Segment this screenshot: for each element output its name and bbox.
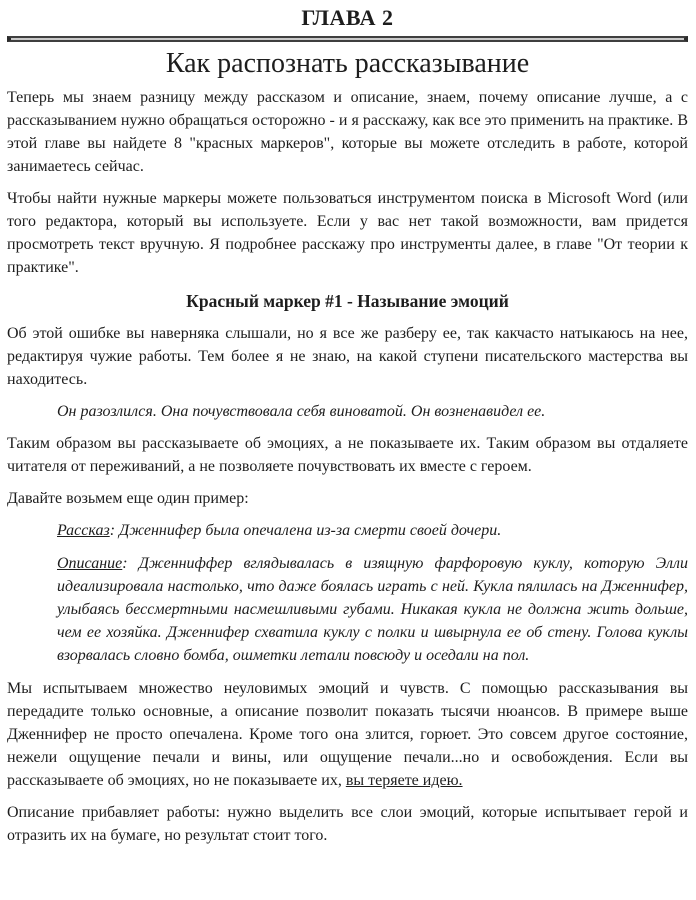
paragraph-telling-emotions: Таким образом вы рассказываете об эмоциях, а не показываете их. Таким образом вы отдаляете читателя от переживаний, а не позволяете почувствовать их вместе с героем.: [7, 435, 688, 476]
tell-label: Рассказ: [57, 522, 110, 540]
show-label: Описание: [57, 555, 123, 573]
nuances-underlined-text: вы теряете идею.: [345, 772, 463, 790]
tell-separator: :: [109, 522, 120, 540]
red-marker-1-heading: Красный маркер #1 - Называние эмоций: [186, 291, 509, 312]
nuances-text: Мы испытываем множество неуловимых эмоций и чувств. С помощью рассказывания вы передадите только основные, а описание позволит показать тысячи нюансов. В примере выше Дженнифер не просто опечалена. Кроме того она злится, горюет. Это совсем другое состояние, нежели ощущение печали и вины, или ощущение печали...но и освобождения. Если вы рассказываете об эмоциях, но не показываете их,: [7, 680, 688, 790]
example-tell: [57, 519, 688, 542]
emotion-naming-example-quote: Он разозлился. Она почувствовала себя виноватой. Он возненавидел ее.: [57, 403, 546, 421]
show-separator: :: [122, 555, 139, 573]
example-show: [57, 552, 688, 667]
paragraph-nuances: [7, 677, 688, 792]
show-text: Дженниффер вглядывалась в изящную фарфоровую куклу, которую Элли идеализировала настолько, что даже боялась играть с ней. Кукла пялилась на Дженнифер, улыбаясь бессмертными насмешливыми губами. Никакая кукла не должна жить дольше, чем ее хозяйка. Дженнифер схватила куклу с полки и швырнула ее об стену. Голова куклы взорвалась словно бомба, ошметки летали повсюду и оседали на пол.: [57, 555, 689, 665]
tell-text: Дженнифер была опечалена из-за смерти своей дочери.: [119, 522, 502, 540]
paragraph-search-tools: Чтобы найти нужные маркеры можете пользоваться инструментом поиска в Microsoft Word (или того редактора, который вы используете. Если у вас нет такой возможности, вам придется просмотреть текст вручную. Я подробнее расскажу про инструменты далее, в главе "От теории к практике".: [7, 190, 688, 277]
paragraph-conclusion: Описание прибавляет работы: нужно выделить все слои эмоций, которые испытывает герой и отразить их на бумаге, но результат стоит того.: [7, 804, 688, 845]
chapter-divider-rule: [7, 36, 688, 42]
chapter-heading: ГЛАВА 2: [301, 5, 394, 30]
section-title: Как распознать рассказывание: [165, 48, 530, 80]
paragraph-intro: Теперь мы знаем разницу между рассказом и описание, знаем, почему описание лучше, а с рассказыванием нужно обращаться осторожно - и я расскажу, как все это применить на практике. В этой главе вы найдете 8 "красных маркеров", которые вы можете отследить в работе, которой занимаетесь сейчас.: [7, 89, 688, 176]
paragraph-about-mistake: Об этой ошибке вы наверняка слышали, но я все же разберу ее, так какчасто натыкаюсь на нее, редактируя чужие работы. Тем более я не знаю, на какой ступени писательского мастерства вы находитесь.: [7, 325, 688, 389]
paragraph-one-more-example: Давайте возьмем еще один пример:: [7, 490, 249, 508]
